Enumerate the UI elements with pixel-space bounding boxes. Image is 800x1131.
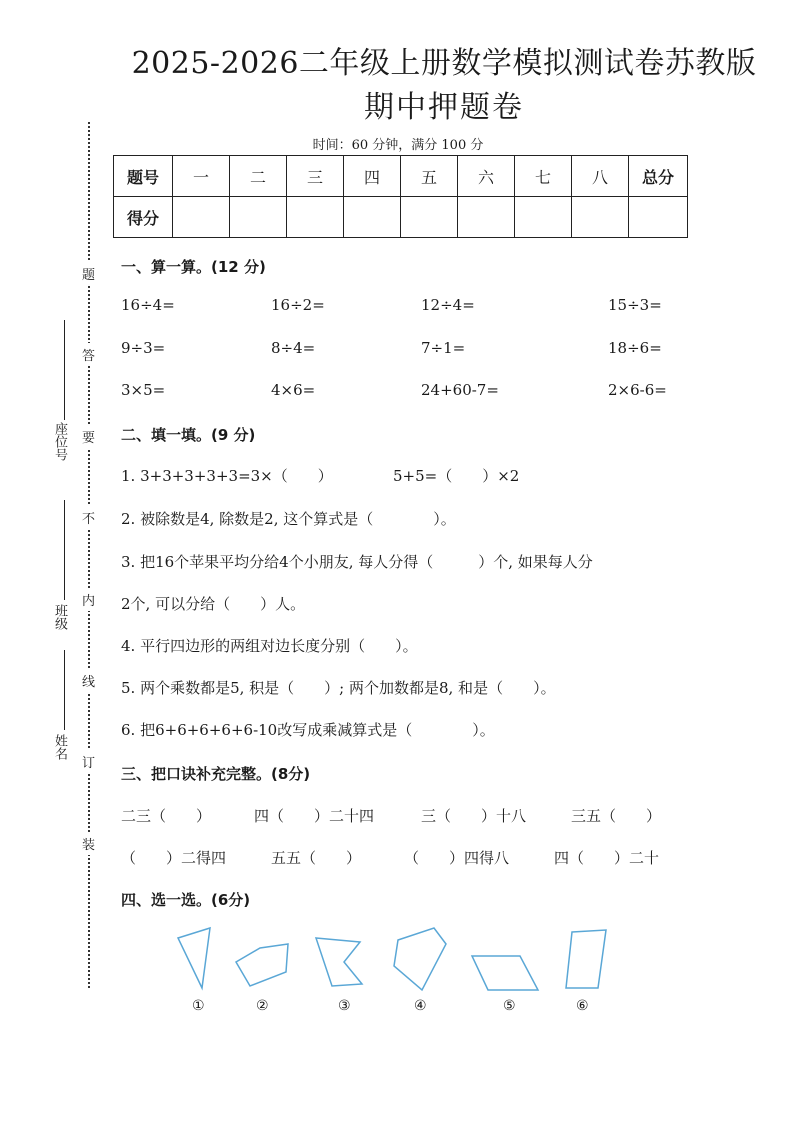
margin-char: 不 bbox=[82, 506, 95, 529]
margin-char: 内 bbox=[82, 588, 95, 611]
shape-1-triangle[interactable] bbox=[178, 928, 210, 988]
margin-char: 装 bbox=[82, 832, 95, 855]
fill-question-1b: 5+5=（ ）×2 bbox=[393, 467, 520, 485]
calc-item: 2×6-6= bbox=[608, 381, 667, 399]
score-cell-blank[interactable] bbox=[230, 197, 287, 238]
shape-label: ④ bbox=[414, 998, 427, 1014]
class-line[interactable] bbox=[64, 500, 65, 600]
fill-question-6: 6. 把6+6+6+6+6-10改写成乘减算式是（ ）。 bbox=[121, 721, 495, 739]
score-cell-head: 七 bbox=[515, 156, 572, 197]
score-cell-head: 二 bbox=[230, 156, 287, 197]
exam-title: 2025-2026二年级上册数学模拟测试卷苏教版 bbox=[131, 46, 757, 81]
rhyme-item: （ ）二得四 bbox=[121, 849, 227, 867]
shapes-figure bbox=[110, 920, 670, 1000]
margin-char: 答 bbox=[82, 343, 95, 366]
score-cell-head: 六 bbox=[458, 156, 515, 197]
score-cell-head: 八 bbox=[572, 156, 629, 197]
rhyme-item: 四（ ）二十 bbox=[554, 849, 660, 867]
score-cell-blank[interactable] bbox=[458, 197, 515, 238]
exam-info: 时间：60 分钟，满分 100 分 bbox=[312, 138, 484, 153]
score-cell-head: 题号 bbox=[114, 156, 173, 197]
name-label: 姓名 bbox=[52, 734, 67, 760]
shape-label: ③ bbox=[338, 998, 351, 1014]
section1-heading: 一、算一算。(12 分) bbox=[121, 258, 266, 276]
score-cell-blank[interactable] bbox=[344, 197, 401, 238]
name-line[interactable] bbox=[64, 650, 65, 730]
shape-label: ② bbox=[256, 998, 269, 1014]
calc-item: 4×6= bbox=[271, 381, 316, 399]
calc-item: 8÷4= bbox=[271, 339, 316, 357]
score-cell-head: 一 bbox=[173, 156, 230, 197]
shape-5-parallelogram[interactable] bbox=[472, 956, 538, 990]
fill-question-4: 4. 平行四边形的两组对边长度分别（ ）。 bbox=[121, 637, 418, 655]
calc-item: 15÷3= bbox=[608, 296, 662, 314]
score-row-label: 得分 bbox=[114, 197, 173, 238]
score-cell-head: 总分 bbox=[629, 156, 688, 197]
shape-label: ⑤ bbox=[503, 998, 516, 1014]
seat-number-label: 座位号 bbox=[52, 422, 67, 461]
shape-6-quadrilateral[interactable] bbox=[566, 930, 606, 988]
margin-char: 订 bbox=[82, 750, 95, 773]
shape-label: ① bbox=[192, 998, 205, 1014]
score-table-header-row bbox=[114, 156, 688, 197]
fill-question-5: 5. 两个乘数都是5, 积是（ ）; 两个加数都是8, 和是（ ）。 bbox=[121, 679, 556, 697]
calc-item: 12÷4= bbox=[421, 296, 475, 314]
exam-subtitle: 期中押题卷 bbox=[364, 90, 524, 125]
rhyme-item: 三（ ）十八 bbox=[421, 807, 527, 825]
margin-char: 线 bbox=[82, 669, 95, 692]
margin-char: 题 bbox=[82, 262, 95, 285]
rhyme-item: 三五（ ） bbox=[571, 807, 662, 825]
margin-char: 要 bbox=[82, 425, 95, 448]
shape-label: ⑥ bbox=[576, 998, 589, 1014]
fill-question-3a: 3. 把16个苹果平均分给4个小朋友, 每人分得（ ）个, 如果每人分 bbox=[121, 553, 593, 571]
score-cell-blank[interactable] bbox=[572, 197, 629, 238]
score-cell-head: 五 bbox=[401, 156, 458, 197]
shape-2-pentagon[interactable] bbox=[236, 944, 288, 986]
score-table bbox=[113, 155, 688, 238]
section4-heading: 四、选一选。(6分) bbox=[121, 891, 251, 909]
score-cell-blank[interactable] bbox=[401, 197, 458, 238]
score-cell-blank[interactable] bbox=[629, 197, 688, 238]
score-cell-blank[interactable] bbox=[515, 197, 572, 238]
rhyme-item: 四（ ）二十四 bbox=[254, 807, 375, 825]
rhyme-item: 五五（ ） bbox=[271, 849, 362, 867]
score-cell-blank[interactable] bbox=[287, 197, 344, 238]
rhyme-item: 二三（ ） bbox=[121, 807, 212, 825]
calc-item: 3×5= bbox=[121, 381, 166, 399]
calc-item: 9÷3= bbox=[121, 339, 166, 357]
score-cell-head: 三 bbox=[287, 156, 344, 197]
section3-heading: 三、把口诀补充完整。(8分) bbox=[121, 765, 311, 783]
score-cell-blank[interactable] bbox=[173, 197, 230, 238]
class-label: 班级 bbox=[52, 604, 67, 630]
score-table-score-row bbox=[114, 197, 688, 238]
shape-3-concave[interactable] bbox=[316, 938, 362, 986]
calc-item: 16÷4= bbox=[121, 296, 175, 314]
calc-item: 16÷2= bbox=[271, 296, 325, 314]
score-cell-head: 四 bbox=[344, 156, 401, 197]
shape-4-pentagon[interactable] bbox=[394, 928, 446, 990]
calc-item: 24+60-7= bbox=[421, 381, 499, 399]
rhyme-item: （ ）四得八 bbox=[404, 849, 510, 867]
calc-item: 18÷6= bbox=[608, 339, 662, 357]
section2-heading: 二、填一填。(9 分) bbox=[121, 426, 256, 444]
calc-item: 7÷1= bbox=[421, 339, 466, 357]
fill-question-2: 2. 被除数是4, 除数是2, 这个算式是（ ）。 bbox=[121, 510, 456, 528]
seat-number-line[interactable] bbox=[64, 320, 65, 420]
fill-question-3b: 2个, 可以分给（ ）人。 bbox=[121, 595, 306, 613]
fill-question-1a: 1. 3+3+3+3+3=3×（ ） bbox=[121, 467, 333, 485]
binding-dotted-line bbox=[88, 122, 90, 988]
